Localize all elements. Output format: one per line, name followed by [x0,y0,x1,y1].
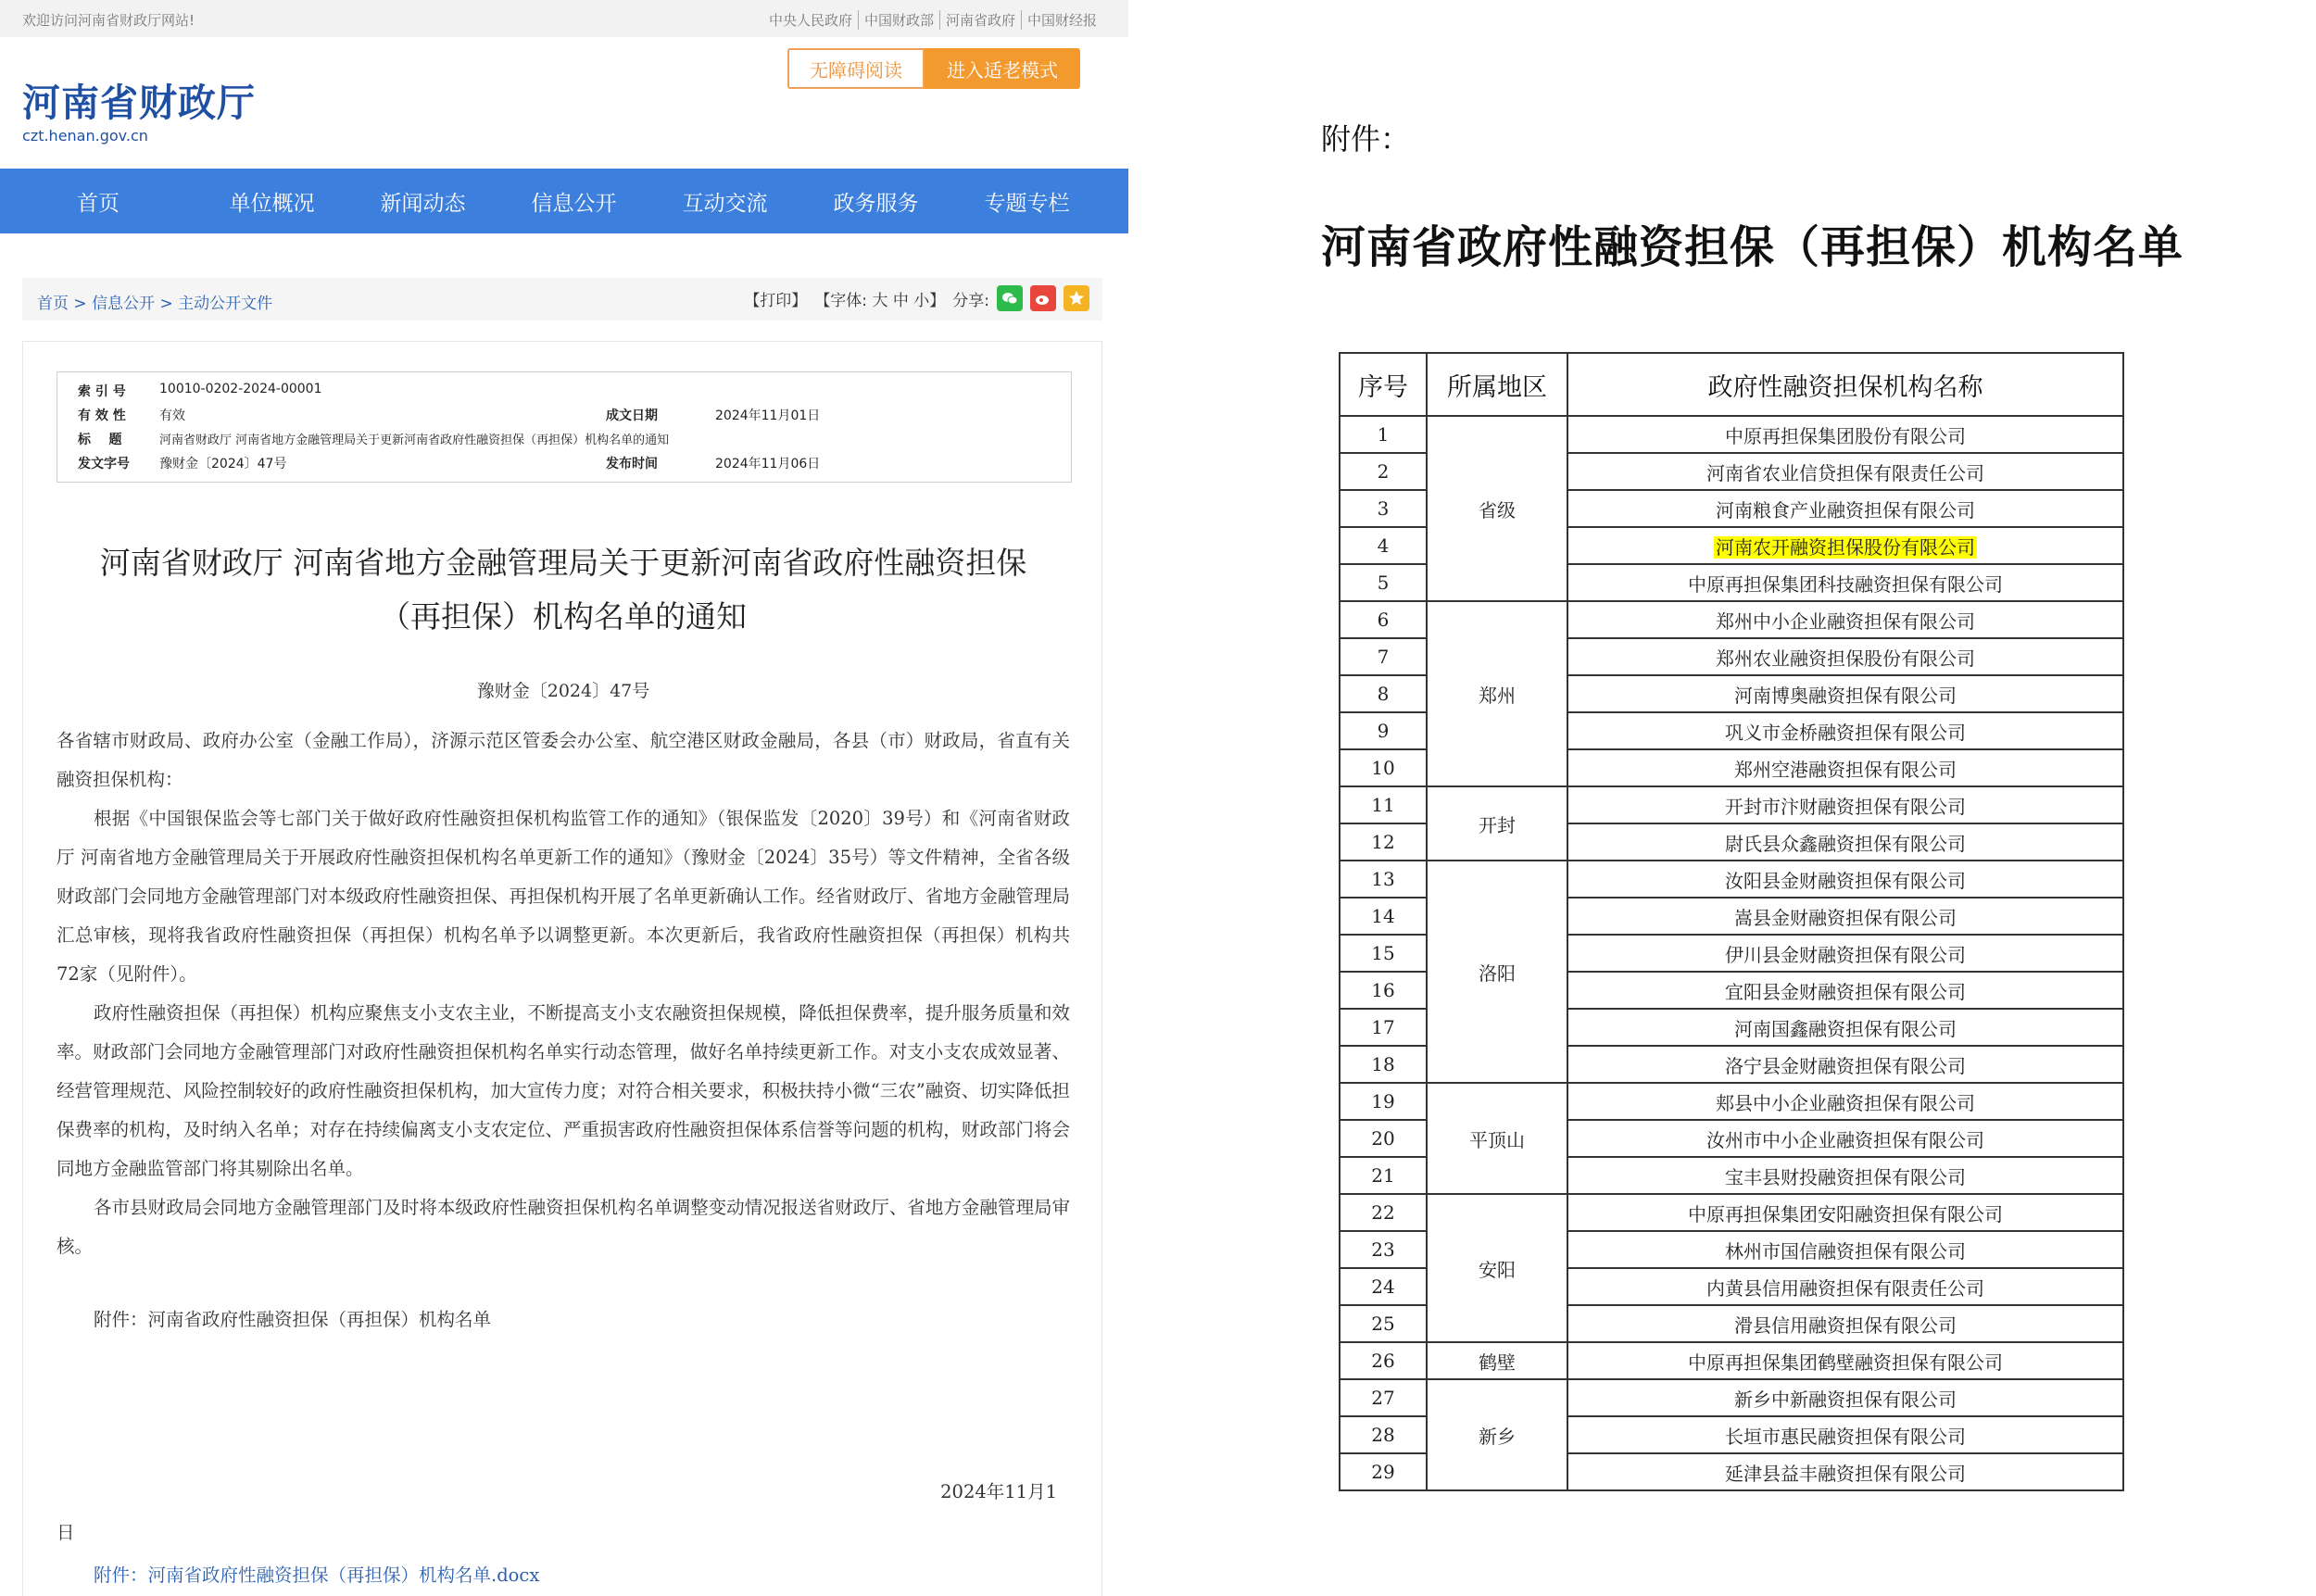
institution-name-text: 滑县信用融资担保有限公司 [1734,1313,1957,1337]
institution-name [1567,564,2123,601]
webpage-panel [0,0,1128,1596]
link-henan-gov[interactable]: 河南省政府 [939,10,1021,30]
nav-item-interaction[interactable]: 互动交流 [682,191,768,216]
row-number: 28 [1340,1416,1427,1453]
meta-docno-label: 发文字号 [78,457,130,471]
institution-name [1567,861,2123,898]
institution-name-text: 开封市汴财融资担保有限公司 [1725,795,1966,818]
institution-name [1567,1009,2123,1046]
region-cell: 安阳 [1427,1194,1567,1342]
institution-name [1567,416,2123,453]
site-domain: czt.henan.gov.cn [22,127,148,145]
row-number: 24 [1340,1268,1427,1305]
row-number: 25 [1340,1305,1427,1342]
institution-name [1567,601,2123,638]
meta-title-label: 标 题 [78,433,122,447]
institution-name [1567,527,2123,564]
institution-name-text: 嵩县金财融资担保有限公司 [1734,906,1957,929]
nav-item-info-disclosure[interactable]: 信息公开 [531,191,617,216]
article-title-line2: （再担保）机构名单的通知 [380,598,747,635]
article-title-line1: 河南省财政厅 河南省地方金融管理局关于更新河南省政府性融资担保 [99,545,1027,581]
row-number: 16 [1340,972,1427,1009]
row-number: 3 [1340,490,1427,527]
institution-name-text: 河南博奥融资担保有限公司 [1734,684,1957,707]
institution-name-text: 汝州市中小企业融资担保有限公司 [1706,1128,1984,1151]
institution-name-text: 新乡中新融资担保有限公司 [1734,1388,1957,1411]
meta-index-label: 索 引 号 [78,384,126,399]
row-number: 5 [1340,564,1427,601]
row-number: 9 [1340,712,1427,749]
meta-publish-label: 发布时间 [606,457,658,471]
article-container [22,341,1102,1596]
accessibility-buttons [787,48,1080,89]
row-number: 1 [1340,416,1427,453]
font-medium[interactable]: 中 [892,291,909,310]
row-number: 27 [1340,1379,1427,1416]
institution-name [1567,1157,2123,1194]
institution-table [1339,352,2124,1491]
weibo-icon[interactable] [1030,285,1056,311]
attachment-label: 附件： [1321,121,1411,157]
elderly-mode-button[interactable]: 进入适老模式 [925,48,1080,89]
article-body [57,722,1070,1266]
row-number: 17 [1340,1009,1427,1046]
institution-name [1567,1194,2123,1231]
row-number: 11 [1340,786,1427,823]
institution-name-text: 中原再担保集团科技融资担保有限公司 [1688,572,2003,596]
institution-name [1567,1379,2123,1416]
row-number: 2 [1340,453,1427,490]
breadcrumb-home[interactable]: 首页 [37,295,69,313]
attachment-download-link[interactable]: 附件：河南省政府性融资担保（再担保）机构名单.docx [94,1565,540,1586]
font-large[interactable]: 大 [872,291,888,310]
wechat-icon[interactable] [997,285,1023,311]
institution-name [1567,1342,2123,1379]
sign-day: 日 [57,1522,75,1543]
main-nav [0,169,1128,233]
table-row [1340,1194,2123,1231]
link-central-gov[interactable]: 中央人民政府 [768,12,852,29]
table-row [1340,1342,2123,1379]
link-finance-news[interactable]: 中国财经报 [1021,10,1102,30]
institution-name-text: 中原再担保集团安阳融资担保有限公司 [1688,1202,2003,1225]
institution-name-text: 河南国鑫融资担保有限公司 [1734,1017,1957,1040]
meta-publish-value: 2024年11月06日 [715,457,821,471]
font-small[interactable]: 小 [913,291,930,310]
institution-name [1567,749,2123,786]
institution-name [1567,1231,2123,1268]
nav-item-services[interactable]: 政务服务 [833,191,919,216]
row-number: 6 [1340,601,1427,638]
meta-index-value: 10010-0202-2024-00001 [159,382,322,396]
institution-name [1567,453,2123,490]
attachment-document [1139,0,2316,1596]
institution-name [1567,1416,2123,1453]
region-cell: 郑州 [1427,601,1567,786]
institution-name [1567,1120,2123,1157]
table-row [1340,786,2123,823]
table-row [1340,1083,2123,1120]
breadcrumb-current[interactable]: 主动公开文件 [178,295,273,313]
institution-name-text: 郑州中小企业融资担保有限公司 [1716,609,1975,633]
row-number: 18 [1340,1046,1427,1083]
meta-validity-value: 有效 [159,408,185,423]
institution-name-text: 郑州农业融资担保股份有限公司 [1716,647,1975,670]
row-number: 13 [1340,861,1427,898]
institution-name-text: 河南农开融资担保股份有限公司 [1716,535,1975,559]
institution-name [1567,712,2123,749]
institution-name-text: 中原再担保集团股份有限公司 [1725,424,1966,447]
print-link[interactable]: 【打印】 [744,291,808,310]
meta-title-value: 河南省财政厅 河南省地方金融管理局关于更新河南省政府性融资担保（再担保）机构名单的通知 [159,434,670,447]
share-label: 分享: [952,291,989,310]
row-number: 21 [1340,1157,1427,1194]
institution-name-text: 伊川县金财融资担保有限公司 [1725,943,1966,966]
article-doc-number: 豫财金〔2024〕47号 [476,681,650,701]
region-cell: 开封 [1427,786,1567,861]
table-row [1340,861,2123,898]
breadcrumb-info[interactable]: 信息公开 [92,295,156,313]
region-cell: 鹤壁 [1427,1342,1567,1379]
row-number: 29 [1340,1453,1427,1490]
institution-name [1567,972,2123,1009]
site-logo[interactable] [22,72,256,145]
table-header-row [1340,353,2123,416]
external-links [763,10,1102,30]
institution-name-text: 河南省农业信贷担保有限责任公司 [1706,461,1984,484]
meta-validity-label: 有 效 性 [78,408,126,423]
page-tools [744,285,1089,311]
institution-name [1567,1083,2123,1120]
row-number: 4 [1340,527,1427,564]
nav-item-topics[interactable]: 专题专栏 [984,191,1070,216]
welcome-text: 欢迎访问河南省财政厅网站! [22,12,195,29]
institution-name-text: 巩义市金桥融资担保有限公司 [1725,721,1966,744]
institution-name [1567,675,2123,712]
institution-name [1567,1453,2123,1490]
institution-name-text: 宝丰县财投融资担保有限公司 [1725,1165,1966,1188]
row-number: 15 [1340,935,1427,972]
institution-name-text: 尉氏县众鑫融资担保有限公司 [1725,832,1966,855]
table-row [1340,1379,2123,1416]
meta-date-value: 2024年11月01日 [715,408,821,423]
region-cell: 新乡 [1427,1379,1567,1490]
row-number: 7 [1340,638,1427,675]
header-no: 序号 [1340,353,1427,416]
institution-name-text: 内黄县信用融资担保有限责任公司 [1706,1276,1984,1300]
row-number: 12 [1340,823,1427,861]
article-recipients: 各省辖市财政局、政府办公室（金融工作局），济源示范区管委会办公室、航空港区财政金融局，各县（市）财政局，省直有关融资担保机构： [57,730,1070,790]
table-row [1340,416,2123,453]
institution-name [1567,786,2123,823]
attachment-note: 附件：河南省政府性融资担保（再担保）机构名单 [94,1309,492,1330]
nav-item-home[interactable]: 首页 [77,191,120,216]
institution-name-text: 汝阳县金财融资担保有限公司 [1725,869,1966,892]
header-name: 政府性融资担保机构名称 [1567,353,2123,416]
institution-name [1567,823,2123,861]
institution-name [1567,898,2123,935]
sign-date: 2024年11月1 [940,1481,1057,1502]
row-number: 14 [1340,898,1427,935]
row-number: 23 [1340,1231,1427,1268]
font-label: 【字体: [814,291,868,310]
site-name: 河南省财政厅 [22,81,256,125]
header-region: 所属地区 [1427,353,1567,416]
institution-name-text: 宜阳县金财融资担保有限公司 [1725,980,1966,1003]
nav-item-news[interactable]: 新闻动态 [380,191,466,216]
font-size-control [814,287,945,310]
institution-name-text: 郏县中小企业融资担保有限公司 [1716,1091,1975,1114]
institution-name-text: 林州市国信融资担保有限公司 [1725,1239,1966,1263]
meta-date-label: 成文日期 [606,408,658,423]
institution-name [1567,935,2123,972]
font-close: 】 [929,291,946,310]
institution-name [1567,638,2123,675]
region-cell: 平顶山 [1427,1083,1567,1194]
institution-name [1567,490,2123,527]
article-paragraph: 各市县财政局会同地方金融管理部门及时将本级政府性融资担保机构名单调整变动情况报送省财政厅、省地方金融管理局审核。 [57,1197,1070,1257]
institution-name [1567,1305,2123,1342]
accessibility-button[interactable]: 无障碍阅读 [787,48,925,89]
institution-name-text: 延津县益丰融资担保有限公司 [1725,1462,1966,1485]
attachment-title: 河南省政府性融资担保（再担保）机构名单 [1321,221,2184,273]
breadcrumb-sep: > [159,295,173,313]
row-number: 26 [1340,1342,1427,1379]
row-number: 20 [1340,1120,1427,1157]
breadcrumb-bar [22,278,1102,320]
institution-name-text: 河南粮食产业融资担保有限公司 [1716,498,1975,522]
favorite-icon[interactable] [1064,285,1089,311]
nav-item-about[interactable]: 单位概况 [229,191,315,216]
row-number: 19 [1340,1083,1427,1120]
table-row [1340,601,2123,638]
breadcrumb [37,290,272,313]
institution-name-text: 长垣市惠民融资担保有限公司 [1725,1425,1966,1448]
institution-name-text: 洛宁县金财融资担保有限公司 [1725,1054,1966,1077]
region-cell: 省级 [1427,416,1567,601]
article-paragraph: 根据《中国银保监会等七部门关于做好政府性融资担保机构监管工作的通知》（银保监发〔2020〕39号）和《河南省财政厅 河南省地方金融管理局关于开展政府性融资担保机构名单更新工作的通知》（豫财金〔2024〕35号）等文件精神，全省各级财政部门会同地方金融管理部门对本级政府性融资担保、再担保机构开展了名单更新确认工作。经省财政厅、省地方金融管理局汇总审核，现将我省政府性融资担保（再担保）机构名单予以调整更新。本次更新后，我省政府性融资担保（再担保）机构共72家（见附件）。 [57,808,1070,985]
region-cell: 洛阳 [1427,861,1567,1083]
institution-name-text: 中原再担保集团鹤壁融资担保有限公司 [1688,1351,2003,1374]
article-paragraph: 政府性融资担保（再担保）机构应聚焦支小支农主业，不断提高支小支农融资担保规模，降低担保费率，提升服务质量和效率。财政部门会同地方金融管理部门对政府性融资担保机构名单实行动态管理，做好名单持续更新工作。对支小支农成效显著、经营管理规范、风险控制较好的政府性融资担保机构，加大宣传力度；对符合相关要求，积极扶持小微“三农”融资、切实降低担保费率的机构，及时纳入名单；对存在持续偏离支小支农定位、严重损害政府性融资担保体系信誉等问题的机构，财政部门将会同地方金融监管部门将其剔除出名单。 [57,1002,1070,1179]
breadcrumb-sep: > [73,295,87,313]
row-number: 10 [1340,749,1427,786]
top-bar [0,0,1128,37]
row-number: 22 [1340,1194,1427,1231]
institution-name [1567,1046,2123,1083]
meta-docno-value: 豫财金〔2024〕47号 [159,457,287,471]
document-meta-box [57,371,1072,483]
link-mof[interactable]: 中国财政部 [858,10,939,30]
institution-name [1567,1268,2123,1305]
row-number: 8 [1340,675,1427,712]
institution-name-text: 郑州空港融资担保有限公司 [1734,758,1957,781]
